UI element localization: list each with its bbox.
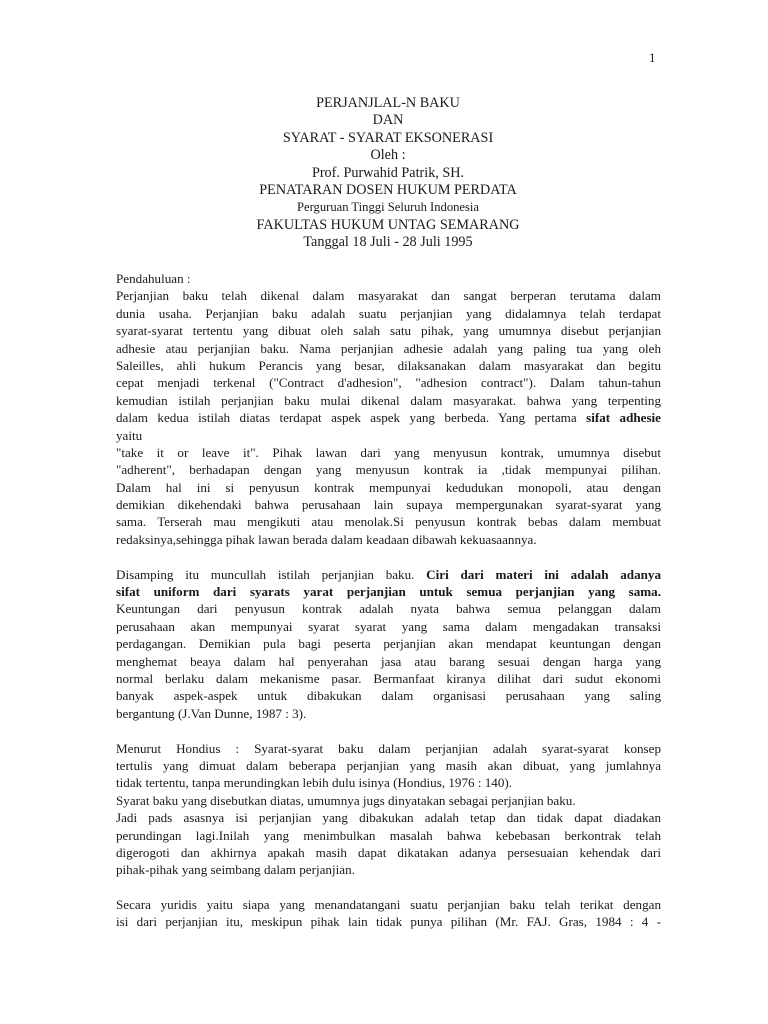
paragraph-line: Perjanjian baku telah dikenal dalam masyarakat dan sangat berperan terutama dalam [116,288,661,304]
paragraph-line [116,583,661,600]
title-line-3: SYARAT - SYARAT EKSONERASI [282,129,494,146]
paragraph-line: perundingan lagi.Inilah yang menimbulkan masalah bahwa kebebasan berkontrak telah [116,827,661,843]
section-heading: Pendahuluan : [116,271,191,286]
paragraph-line: cepat menjadi terkenal ("Contract d'adhesion", "adhesion contract"). Dalam tahun-tahun [116,375,661,391]
title-line-2: DAN [372,112,404,129]
paragraph-line: yaitu [116,427,143,443]
paragraph-line: Syarat baku yang disebutkan diatas, umumnya jugs dinyatakan sebagai perjanjian baku. [116,792,576,808]
document-header [100,95,676,252]
paragraph-line: perusahaan akan mempunyai syarat syarat yang sama dalam mengadakan transaksi [116,618,661,634]
document-body [116,270,661,931]
section-uniform [116,566,661,723]
paragraph-line: demikian dikehendaki bahwa perusahaan lain supaya mempergunakan syarat-syarat yang [116,497,661,513]
bold-term: sifat adhesie [586,410,661,426]
paragraph-line: Secara yuridis yaitu siapa yang menandatangani suatu perjanjian baku telah terikat dengan [116,897,661,913]
paragraph-line: pihak-pihak yang seimbang dalam perjanjian. [116,862,355,878]
paragraph-line: normal berlaku dalam mekanisme pasar. Bermanfaat kiranya dilihat dari sudut ekonomi [116,670,661,686]
event-name: PENATARAN DOSEN HUKUM PERDATA [259,182,517,199]
bold-term: Ciri dari materi ini adalah adanya [426,566,661,582]
paragraph-line: perdagangan. Demikian pula bagi peserta perjanjian akan mendapat keuntungan dengan [116,636,661,652]
paragraph-line: menghemat beaya dalam hal penyerahan jasa atau barang sesuai dengan harga yang [116,653,661,669]
paragraph-line: Dalam hal ini si penyusun kontrak mempunyai kedudukan monopoli, atau dengan [116,479,661,495]
paragraph-line: "take it or leave it". Pihak lawan dari yang menyusun kontrak, umumnya disebut [116,444,661,460]
by-label: Oleh : [370,147,406,164]
title-line-1: PERJANJLAL-N BAKU [316,95,460,111]
paragraph-line: sama. Terserah mau mengikuti atau menolak.Si penyusun kontrak bebas dalam membuat [116,514,661,530]
paragraph-line: "adherent", berhadapan dengan yang menyusun kontrak ia ,tidak mempunyai pilihan. [116,462,661,478]
institution: Perguruan Tinggi Seluruh Indonesia [296,200,480,215]
bold-term: sifat uniform dari syarats yarat perjanjian untuk semua perjanjian yang sama. [116,584,661,600]
paragraph-line [116,409,661,426]
section-juridical [116,896,661,931]
paragraph-line: redaksinya,sehingga pihak lawan berada dalam keadaan dibawah kekuasaannya. [116,531,537,547]
paragraph-line: adhesie atau perjanjian baku. Nama perjanjian adhesie adalah yang paling tua yang oleh [116,340,661,356]
faculty: FAKULTAS HUKUM UNTAG SEMARANG [256,216,520,233]
paragraph-line: banyak aspek-aspek untuk dibakukan dalam organisasi perusahaan yang saling [116,688,661,704]
paragraph-line: isi dari perjanjian itu, meskipun pihak lain tidak punya pilihan (Mr. FAJ. Gras, 1984 : 4 - [116,914,661,930]
paragraph-line: Jadi pads asasnya isi perjanjian yang dibakukan adalah tetap dan tidak dapat diadakan [116,810,661,826]
paragraph-line: tidak tertentu, tanpa merundingkan lebih dulu isinya (Hondius, 1976 : 140). [116,775,513,791]
section-hondius [116,740,661,879]
text-run: Disamping itu muncullah istilah perjanjian baku. [116,566,427,582]
paragraph-line [116,566,661,583]
paragraph-line: syarat-syarat tertentu yang dibuat oleh salah satu pihak, yang umumnya disebut perjanjian [116,323,661,339]
paragraph-line: dunia usaha. Perjanjian baku adalah suatu perjanjian yang didalamnya telah terdapat [116,305,661,321]
paragraph-line: bergantung (J.Van Dunne, 1987 : 3). [116,705,307,721]
paragraph-line: digerogoti dan akhirnya apakah masih dapat dikatakan adanya persesuaian kehendak dari [116,844,661,860]
page-number: 1 [649,50,656,65]
paragraph-line: tertulis yang dimuat dalam beberapa perjanjian yang masih akan dibuat, yang jumlahnya [116,757,661,773]
paragraph-line: Keuntungan dari penyusun kontrak adalah nyata bahwa semua pelanggan dalam [116,601,661,617]
author-name: Prof. Purwahid Patrik, SH. [311,164,465,181]
paragraph-line: Menurut Hondius : Syarat-syarat baku dalam perjanjian adalah syarat-syarat konsep [116,740,661,756]
paragraph-line: Saleilles, ahli hukum Perancis yang besar, dilaksanakan dalam masyarakat dan begitu [116,357,661,373]
text-run: dalam kedua istilah diatas terdapat aspek aspek yang berbeda. Yang pertama [116,410,587,426]
section-introduction [116,270,661,548]
event-date: Tanggal 18 Juli - 28 Juli 1995 [303,234,473,251]
paragraph-line: kemudian istilah perjanjian baku mulai dikenal dalam masyarakat. bahwa yang terpenting [116,392,661,408]
